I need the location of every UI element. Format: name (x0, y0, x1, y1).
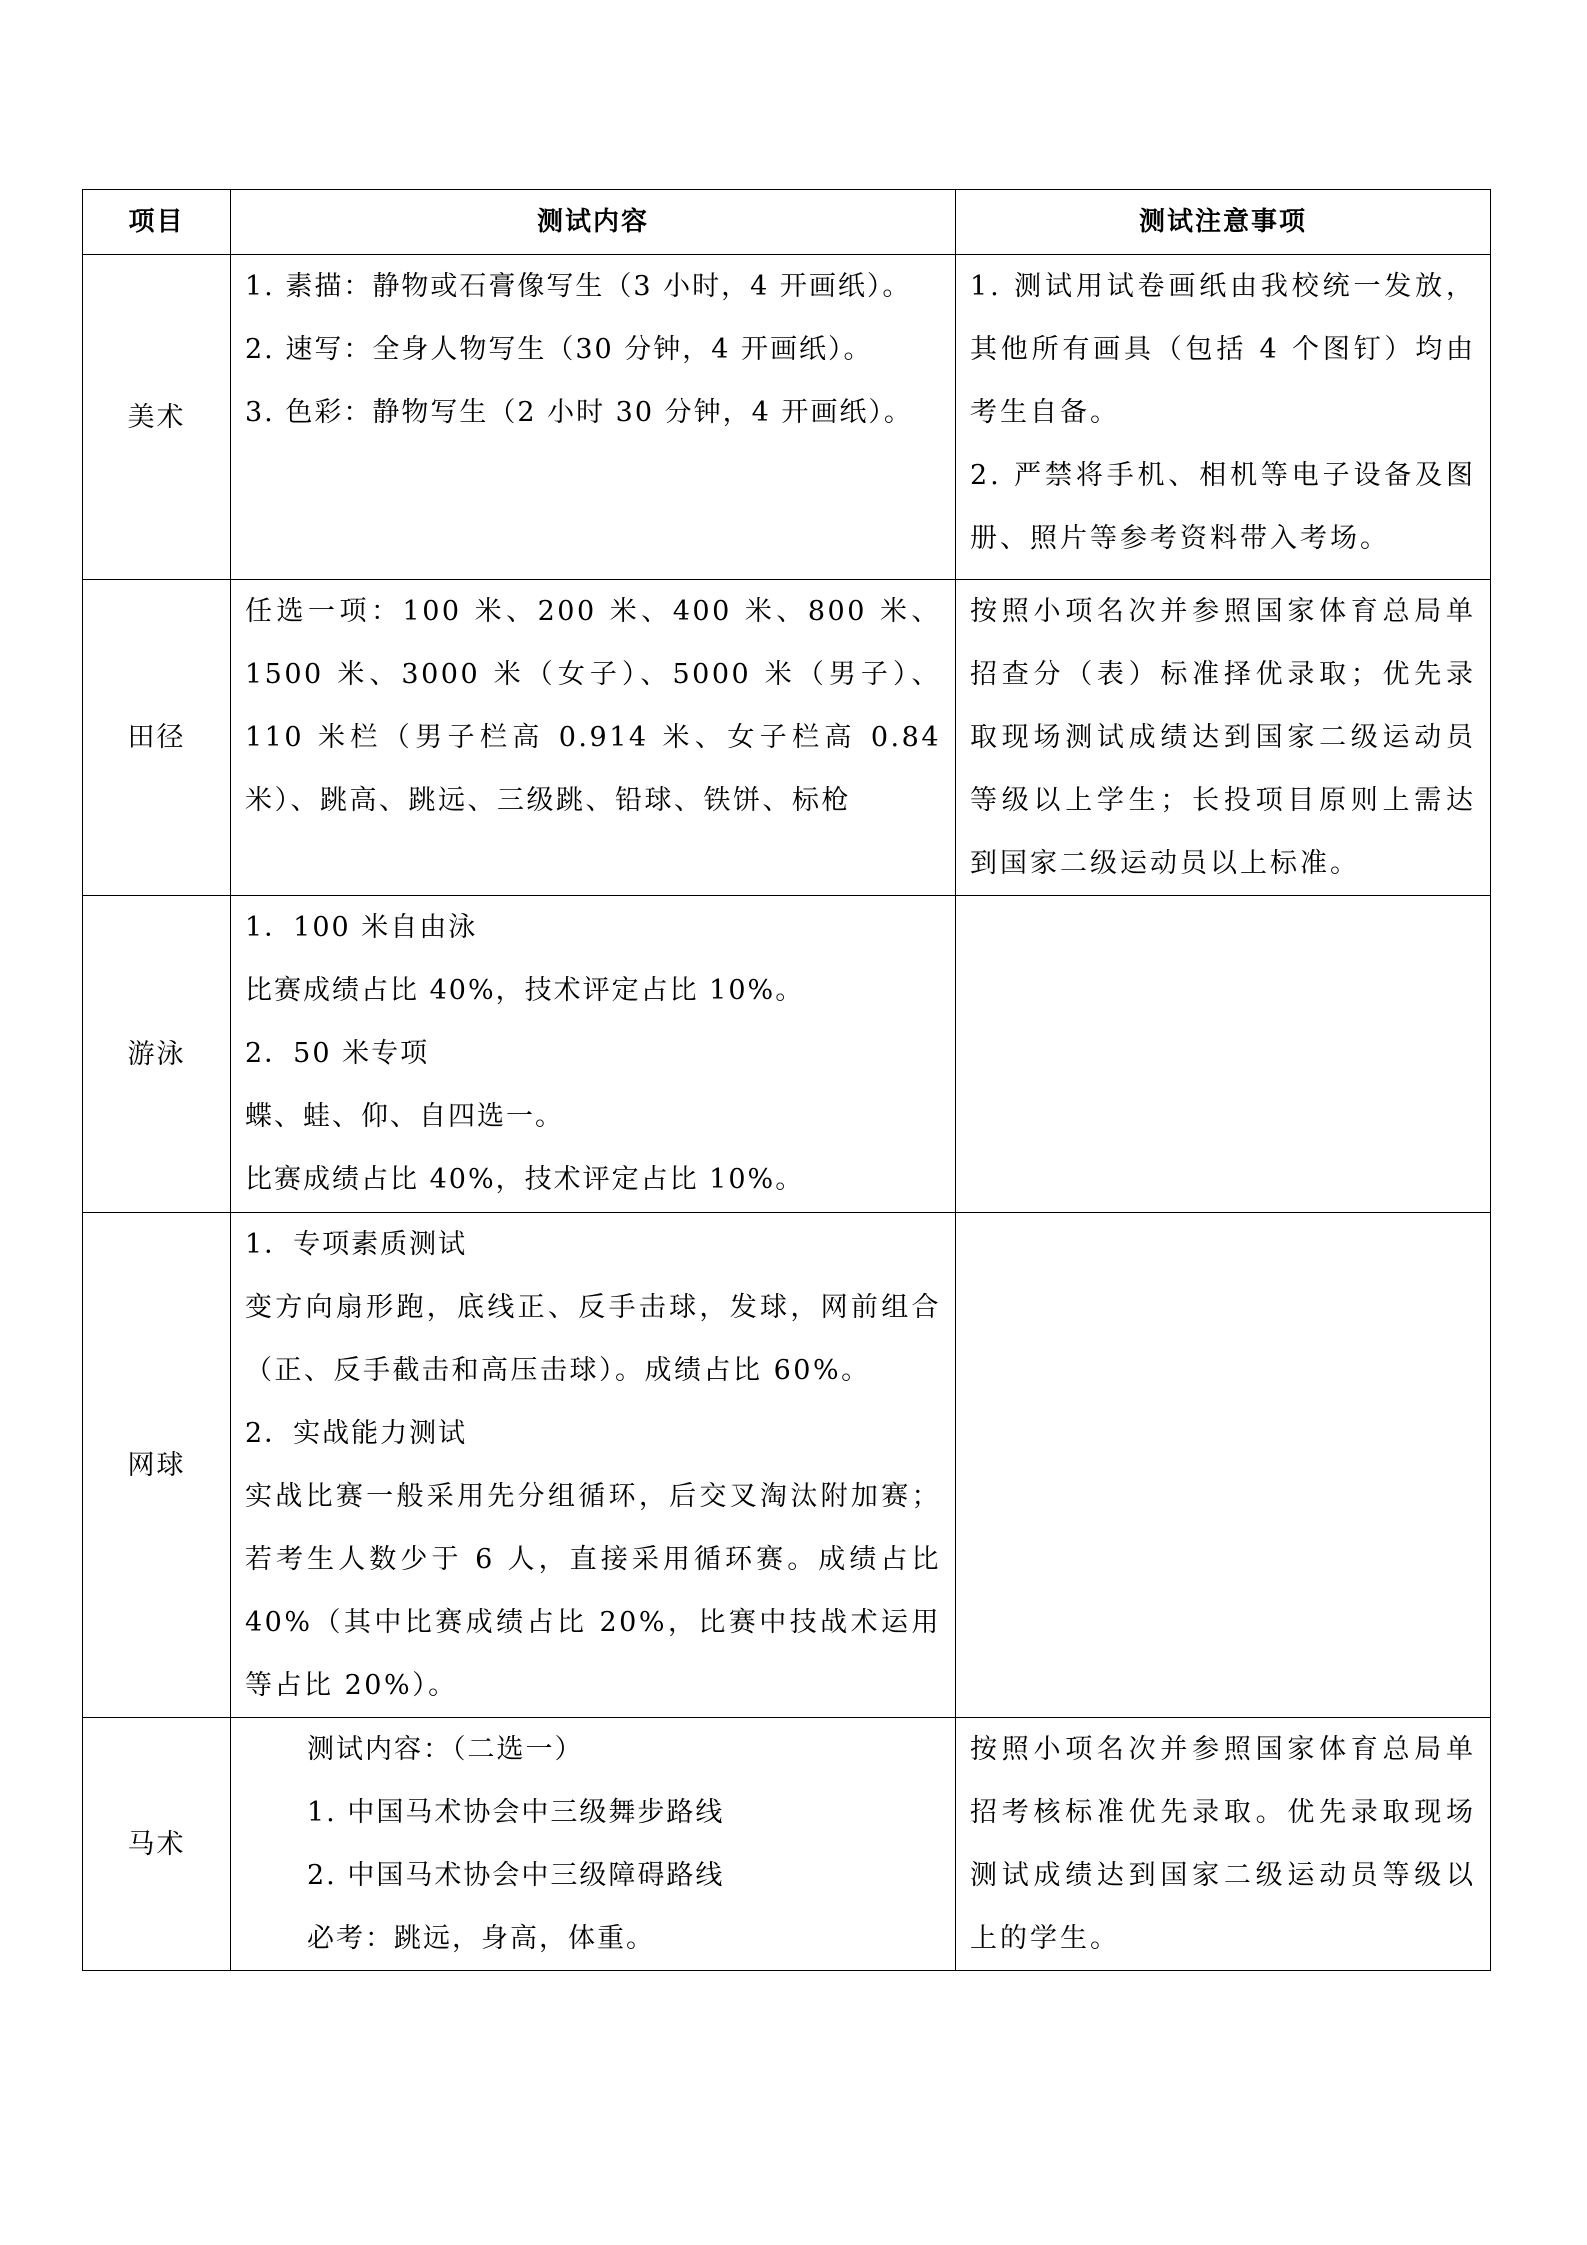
row-content-art (231, 255, 956, 580)
content-paragraph: 任选一项：100 米、200 米、400 米、800 米、1500 米、3000 米（女子）、5000 米（男子）、110 米栏（男子栏高 0.914 米、女子栏高 0.84 米）、跳高、跳远、三级跳、铅球、铁饼、标枪 (245, 596, 941, 816)
table-row (83, 1718, 1491, 1971)
content-line: 2．实战能力测试 (245, 1418, 468, 1449)
content-line: 蝶、蛙、仰、自四选一。 (245, 1101, 564, 1132)
content-line: 测试内容：（二选一） (307, 1734, 584, 1765)
content-line: 1. 素描：静物或石膏像写生（3 小时，4 开画纸）。 (245, 271, 912, 302)
row-item-track: 田径 (83, 580, 231, 896)
content-line: 2. 中国马术协会中三级障碍路线 (307, 1860, 725, 1891)
content-line: 比赛成绩占比 40%，技术评定占比 10%。 (245, 1164, 805, 1195)
row-item-equestrian: 马术 (83, 1718, 231, 1971)
row-item-tennis: 网球 (83, 1213, 231, 1718)
table-header-row (83, 190, 1491, 255)
content-line: 2．50 米专项 (245, 1038, 430, 1069)
row-notes-equestrian (956, 1718, 1491, 1971)
table-row (83, 255, 1491, 580)
row-item-art: 美术 (83, 255, 231, 580)
content-paragraph: 变方向扇形跑，底线正、反手击球，发球，网前组合（正、反手截击和高压击球）。成绩占比 60%。 (245, 1292, 941, 1386)
content-line: 2. 速写：全身人物写生（30 分钟，4 开画纸）。 (245, 334, 873, 365)
header-content: 测试内容 (231, 190, 956, 255)
header-notes: 测试注意事项 (956, 190, 1491, 255)
exam-requirements-table (82, 189, 1491, 1971)
table-row (83, 580, 1491, 896)
table-row (83, 896, 1491, 1213)
content-paragraph: 实战比赛一般采用先分组循环，后交叉淘汰附加赛；若考生人数少于 6 人，直接采用循环赛。成绩占比 40%（其中比赛成绩占比 20%，比赛中技战术运用等占比 20%）。 (245, 1481, 941, 1701)
note-paragraph: 2. 严禁将手机、相机等电子设备及图册、照片等参考资料带入考场。 (970, 460, 1476, 554)
row-content-track (231, 580, 956, 896)
row-notes-tennis (956, 1213, 1491, 1718)
note-paragraph: 按照小项名次并参照国家体育总局单招查分（表）标准择优录取；优先录取现场测试成绩达到国家二级运动员等级以上学生；长投项目原则上需达到国家二级运动员以上标准。 (970, 596, 1476, 879)
row-content-tennis (231, 1213, 956, 1718)
row-content-swim (231, 896, 956, 1213)
row-content-equestrian (231, 1718, 956, 1971)
header-item: 项目 (83, 190, 231, 255)
content-line: 3. 色彩：静物写生（2 小时 30 分钟，4 开画纸）。 (245, 397, 913, 428)
table-row (83, 1213, 1491, 1718)
row-notes-track (956, 580, 1491, 896)
content-line: 1．100 米自由泳 (245, 912, 478, 943)
content-line: 1．专项素质测试 (245, 1229, 468, 1260)
content-line: 1. 中国马术协会中三级舞步路线 (307, 1797, 725, 1828)
note-paragraph: 1. 测试用试卷画纸由我校统一发放，其他所有画具（包括 4 个图钉）均由考生自备。 (970, 271, 1476, 428)
row-notes-swim (956, 896, 1491, 1213)
note-paragraph: 按照小项名次并参照国家体育总局单招考核标准优先录取。优先录取现场测试成绩达到国家二级运动员等级以上的学生。 (970, 1734, 1476, 1954)
row-notes-art (956, 255, 1491, 580)
content-line: 必考：跳远，身高，体重。 (307, 1923, 655, 1954)
content-line: 比赛成绩占比 40%，技术评定占比 10%。 (245, 975, 805, 1006)
row-item-swim: 游泳 (83, 896, 231, 1213)
